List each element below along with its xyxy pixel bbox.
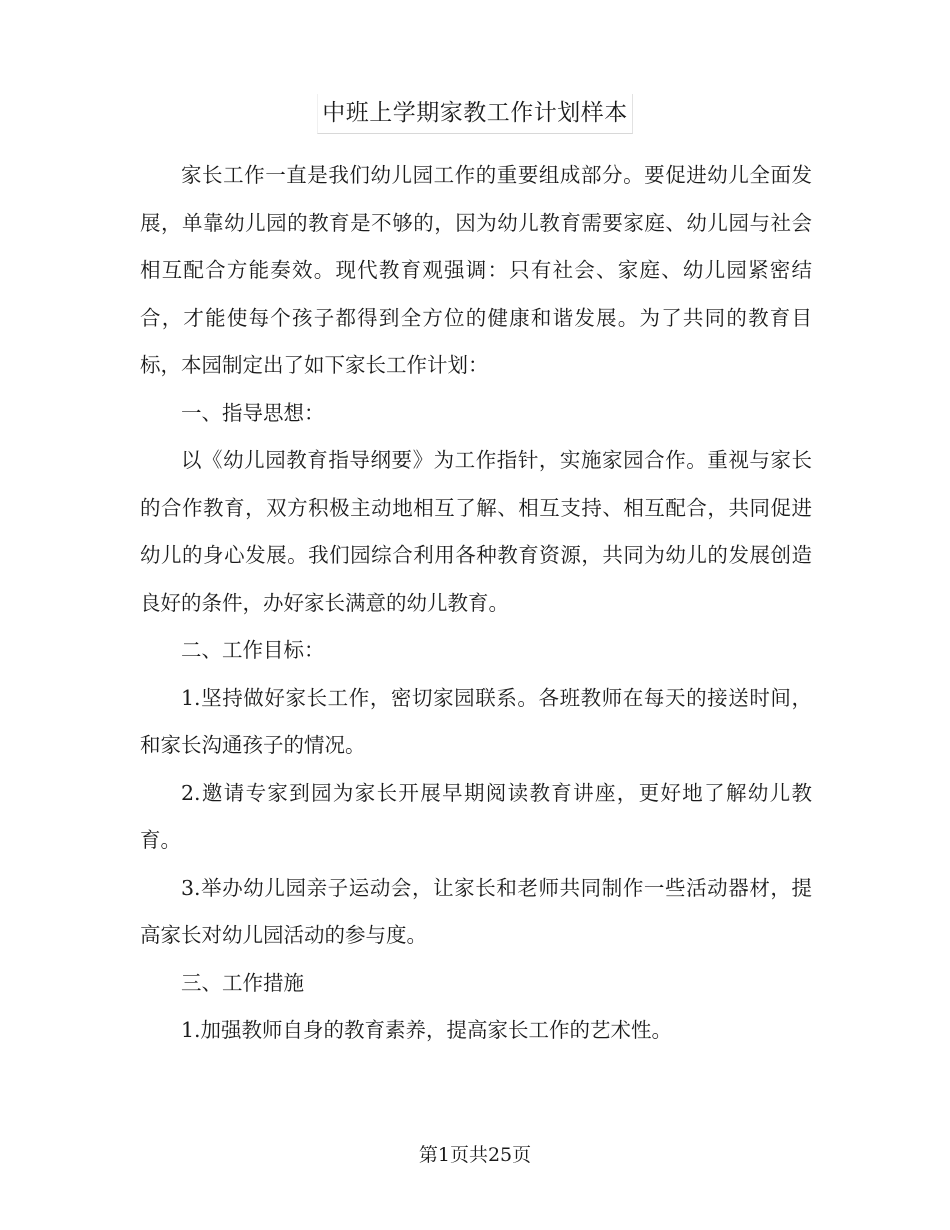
heading-work-goals: 二、工作目标： [181,638,325,662]
document-title: 中班上学期家教工作计划样本 [317,94,633,134]
page-number-footer: 第1页共25页 [418,1144,532,1166]
paragraph-goal-3: 3.举办幼儿园亲子运动会，让家长和老师共同制作一些活动器材，提高家长对幼儿园活动的参与度。 [140,875,812,947]
paragraph-goal-1: 1.坚持做好家长工作，密切家园联系。各班教师在每天的接送时间，和家长沟通孩子的情况。 [140,685,812,757]
heading-work-measures: 三、工作措施 [181,970,304,995]
title-wrap [0,94,950,134]
paragraph-measure-1: 1.加强教师自身的教育素养，提高家长工作的艺术性。 [181,1018,673,1042]
paragraph-guiding-idea: 以《幼儿园教育指导纲要》为工作指针，实施家园合作。重视与家长的合作教育，双方积极主动地相互了解、相互支持、相互配合，共同促进幼儿的身心发展。我们园综合利用各种教育资源，共同为幼儿的发展创造良好的条件，办好家长满意的幼儿教育。 [140,448,812,615]
paragraph-intro: 家长工作一直是我们幼儿园工作的重要组成部分。要促进幼儿全面发展，单靠幼儿园的教育是不够的，因为幼儿教育需要家庭、幼儿园与社会相互配合方能奏效。现代教育观强调：只有社会、家庭、幼儿园紧密结合，才能使每个孩子都得到全方位的健康和谐发展。为了共同的教育目标，本园制定出了如下家长工作计划： [140,163,812,377]
document-body [140,152,812,1055]
paragraph-goal-2: 2.邀请专家到园为家长开展早期阅读教育讲座，更好地了解幼儿教育。 [140,780,812,852]
heading-guiding-idea: 一、指导思想： [181,400,325,425]
